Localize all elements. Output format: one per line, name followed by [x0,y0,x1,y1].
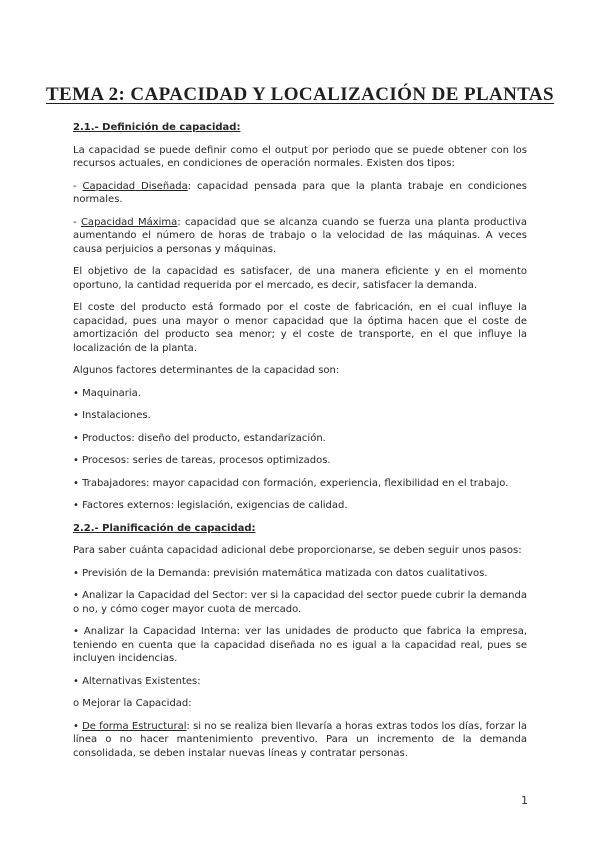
list-item-factor: • Factores externos: legislación, exigencias de calidad. [73,499,527,513]
term-designed-capacity: Capacidad Diseñada [82,180,188,192]
list-dash: - [73,180,83,192]
sub-item-improve-capacity: o Mejorar la Capacidad: [73,698,192,709]
list-item-step-demand: • Previsión de la Demanda: previsión matemática matizada con datos cualitativos. [73,567,527,581]
term-maximum-capacity: Capacidad Máxima [80,216,178,228]
paragraph-factors-intro: Algunos factores determinantes de la capacidad son: [73,365,340,376]
definition-structural: : si no se realiza bien llevaría a horas extras todos los días, forzar la línea o no hacer mantenimiento preventivo. Para un incremento de la demanda consolidada, se deben instalar nuevas líneas y contratar personas. [73,720,528,759]
list-item-structural [73,720,527,761]
list-item-factor: • Productos: diseño del producto, estandarización. [73,432,527,446]
paragraph-planning-intro: Para saber cuánta capacidad adicional debe proporcionarse, se deben seguir unos pasos: [73,545,522,556]
paragraph-designed-capacity [73,180,527,207]
list-item-factor: • Maquinaria. [73,387,527,401]
list-item-factor: • Procesos: series de tareas, procesos optimizados. [73,454,527,468]
page-title: TEMA 2: CAPACIDAD Y LOCALIZACIÓN DE PLANTAS [45,84,555,105]
paragraph-maximum-capacity [73,216,527,257]
page-number: 1 [521,794,528,807]
list-item-factor: • Trabajadores: mayor capacidad con formación, experiencia, flexibilidad en el trabajo. [73,477,527,491]
section-heading-capacity-definition: 2.1.- Definición de capacidad: [73,122,241,133]
list-dash: - [73,216,81,228]
paragraph-product-cost: El coste del producto está formado por el coste de fabricación, en el cual influye la capacidad, pues una mayor o menor capacidad que la óptima hacen que el coste de amortización del producto sea menor; y el coste de transporte, en el que influye la localización de la planta. [73,302,527,354]
paragraph-capacity-objective: El objetivo de la capacidad es satisfacer, de una manera eficiente y en el momento oportuno, la cantidad requerida por el mercado, es decir, satisfacer la demanda. [73,266,527,291]
list-item-step-sector: • Analizar la Capacidad del Sector: ver si la capacidad del sector puede cubrir la demanda o no, y cómo coger mayor cuota de mercado. [73,589,527,616]
list-item-factor: • Instalaciones. [73,409,527,423]
term-structural: De forma Estructural [82,720,187,732]
definition-designed-capacity: : capacidad pensada para que la planta trabaje en condiciones normales. [73,180,527,205]
section-heading-capacity-planning: 2.2.- Planificación de capacidad: [73,522,256,534]
list-item-step-alternatives: • Alternativas Existentes: [73,675,527,689]
definition-maximum-capacity: : capacidad que se alcanza cuando se fuerza una planta productiva aumentando el número de horas de trabajo o la velocidad de las máquinas. A veces causa perjuicios a personas y máquinas. [73,216,527,255]
document-body [73,121,527,769]
list-item-step-internal: • Analizar la Capacidad Interna: ver las unidades de producto que fabrica la empresa, teniendo en cuenta que la capacidad diseñada no es igual a la capacidad real, pues se incluyen incidencias. [73,625,527,666]
paragraph-capacity-intro: La capacidad se puede definir como el output por periodo que se puede obtener con los recursos actuales, en condiciones de operación normales. Existen dos tipos: [73,144,527,169]
